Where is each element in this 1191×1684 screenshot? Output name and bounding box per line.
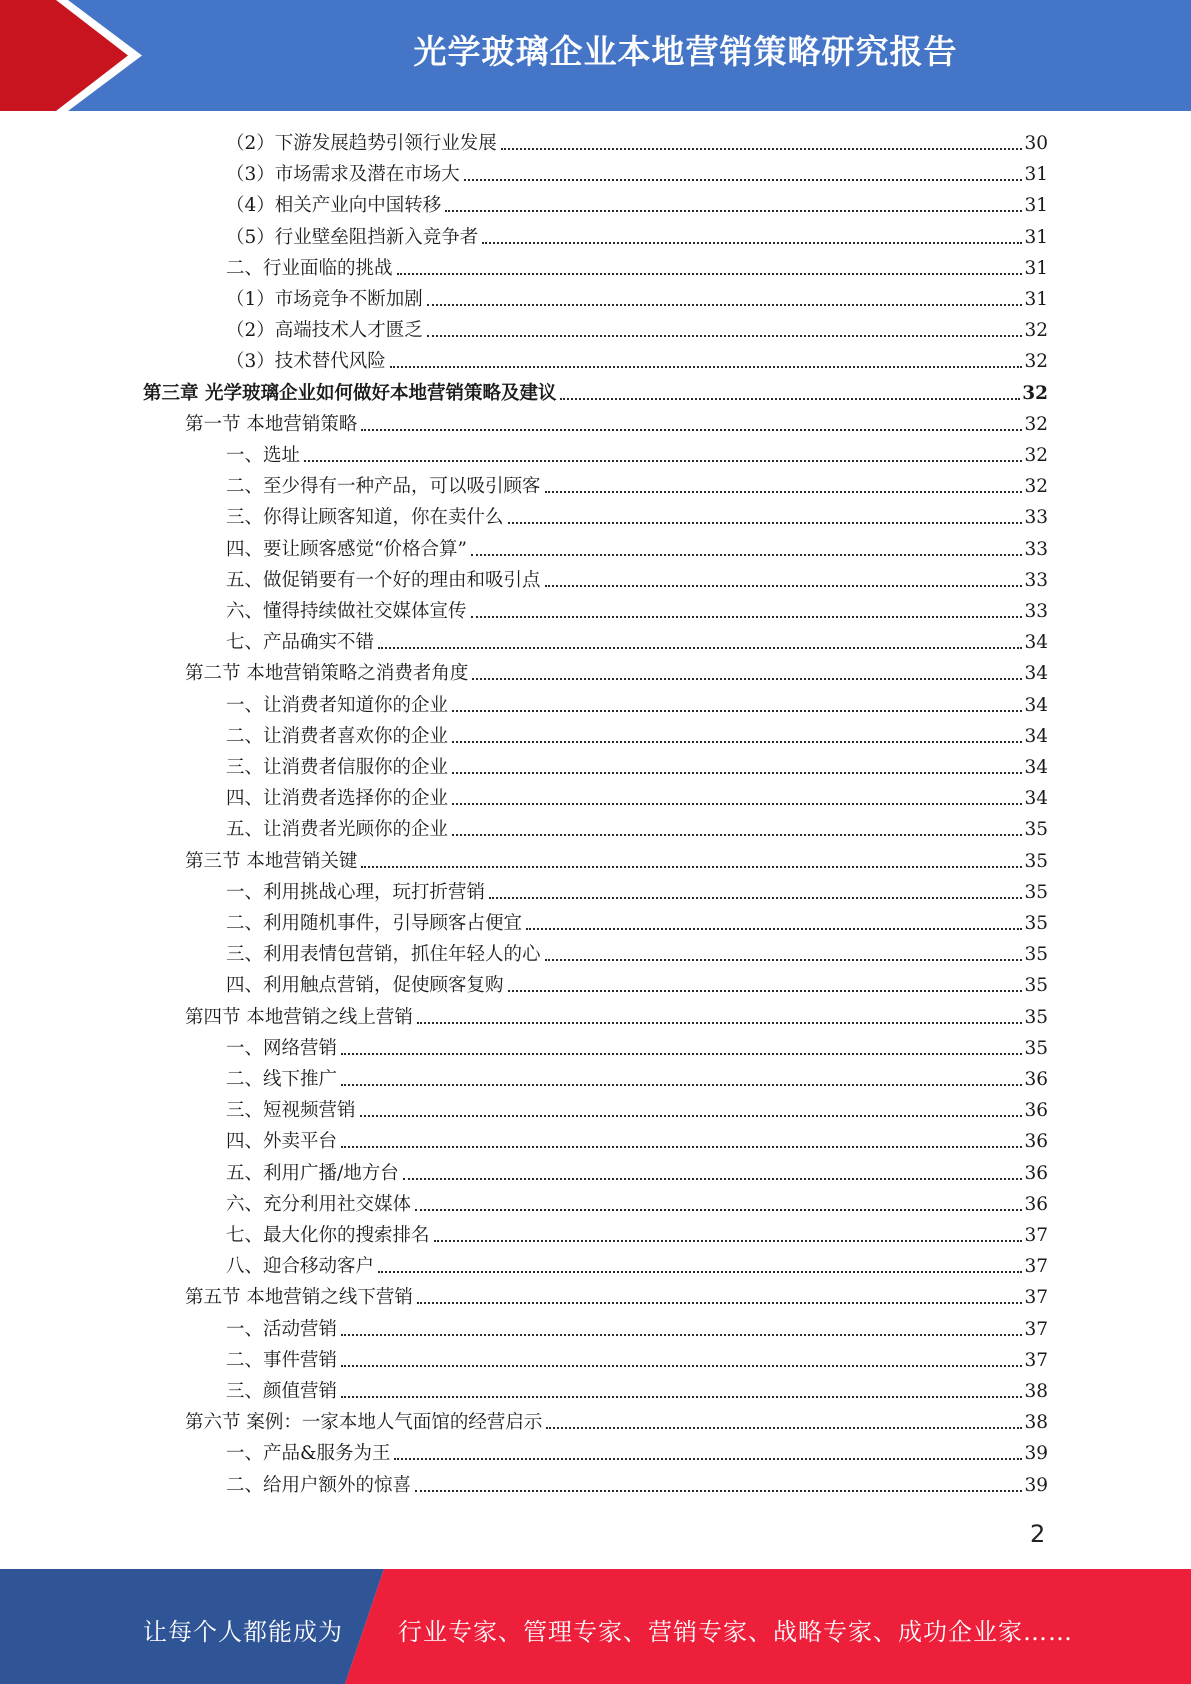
- toc-dot-leader: [501, 147, 1023, 150]
- toc-entry-page: 34: [1024, 788, 1048, 810]
- toc-dot-leader: [464, 178, 1023, 181]
- toc-entry[interactable]: [226, 471, 1048, 502]
- toc-chapter-entry[interactable]: [143, 378, 1048, 409]
- toc-entry-title: 第二节 本地营销策略之消费者角度: [185, 663, 469, 685]
- toc-section-entry[interactable]: [185, 1002, 1048, 1033]
- toc-dot-leader: [482, 241, 1022, 244]
- toc-entry-page: 32: [1022, 382, 1048, 404]
- toc-entry-title: 六、懂得持续做社交媒体宣传: [226, 601, 467, 622]
- toc-entry[interactable]: [226, 970, 1048, 1001]
- toc-dot-leader: [415, 1208, 1022, 1211]
- toc-entry-title: 三、让消费者信服你的企业: [226, 757, 449, 778]
- toc-entry[interactable]: [226, 159, 1048, 190]
- toc-dot-leader: [341, 1395, 1022, 1398]
- toc-dot-leader: [472, 677, 1022, 680]
- toc-dot-leader: [452, 709, 1022, 712]
- toc-entry-title: 二、利用随机事件，引导顾客占便宜: [226, 913, 523, 934]
- toc-dot-leader: [394, 1457, 1022, 1460]
- toc-dot-leader: [341, 1333, 1022, 1336]
- toc-entry[interactable]: [226, 1095, 1048, 1126]
- toc-dot-leader: [415, 1489, 1022, 1492]
- toc-entry-page: 31: [1024, 164, 1048, 186]
- toc-entry-page: 33: [1024, 507, 1048, 529]
- toc-dot-leader: [452, 771, 1022, 774]
- toc-entry-page: 33: [1024, 601, 1048, 622]
- toc-dot-leader: [341, 1052, 1022, 1055]
- toc-entry-title: 一、利用挑战心理，玩打折营销: [226, 881, 486, 903]
- toc-entry-title: 三、短视频营销: [226, 1100, 356, 1122]
- toc-entry[interactable]: [226, 1189, 1048, 1220]
- toc-entry-title: 七、产品确实不错: [226, 632, 375, 654]
- toc-entry[interactable]: [226, 565, 1048, 596]
- toc-dot-leader: [545, 584, 1023, 587]
- toc-entry[interactable]: [226, 1033, 1048, 1064]
- toc-entry-title: （2）下游发展趋势引领行业发展: [226, 133, 497, 154]
- toc-entry-page: 32: [1024, 445, 1048, 466]
- toc-entry[interactable]: [226, 627, 1048, 658]
- toc-dot-leader: [427, 303, 1023, 306]
- toc-entry-page: 36: [1024, 1162, 1048, 1184]
- toc-entry[interactable]: [226, 690, 1048, 721]
- toc-entry-title: 四、利用触点营销，促使顾客复购: [226, 975, 504, 997]
- toc-entry[interactable]: [226, 284, 1048, 315]
- toc-entry-page: 34: [1024, 663, 1048, 685]
- toc-entry[interactable]: [226, 346, 1048, 377]
- toc-entry[interactable]: [226, 908, 1048, 939]
- toc-entry[interactable]: [226, 1438, 1048, 1469]
- toc-entry-page: 32: [1024, 351, 1048, 373]
- toc-entry[interactable]: [226, 1064, 1048, 1095]
- toc-entry-page: 33: [1024, 538, 1048, 560]
- toc-entry-title: 八、迎合移动客户: [226, 1256, 375, 1278]
- toc-dot-leader: [417, 1301, 1023, 1304]
- toc-entry-title: 二、让消费者喜欢你的企业: [226, 725, 449, 747]
- toc-entry-page: 35: [1024, 975, 1048, 997]
- toc-dot-leader: [452, 740, 1022, 743]
- toc-dot-leader: [545, 958, 1023, 961]
- toc-entry[interactable]: [226, 596, 1048, 627]
- toc-entry-title: （2）高端技术人才匮乏: [226, 320, 423, 342]
- page-footer: [0, 1569, 1191, 1684]
- toc-entry-page: 35: [1024, 1037, 1048, 1059]
- toc-entry[interactable]: [226, 1158, 1048, 1189]
- toc-dot-leader: [403, 1177, 1023, 1180]
- toc-entry-title: 三、颜值营销: [226, 1381, 338, 1402]
- toc-entry-page: 36: [1024, 1193, 1048, 1215]
- toc-dot-leader: [452, 802, 1022, 805]
- toc-entry[interactable]: [226, 877, 1048, 908]
- toc-entry-page: 38: [1024, 1381, 1048, 1402]
- footer-slogan-left: 让每个人都能成为: [143, 1618, 343, 1646]
- toc-entry-page: 34: [1024, 725, 1048, 747]
- toc-entry[interactable]: [226, 814, 1048, 845]
- toc-entry-page: 37: [1024, 1318, 1048, 1340]
- toc-dot-leader: [304, 459, 1022, 462]
- toc-entry-page: 35: [1024, 881, 1048, 903]
- toc-dot-leader: [434, 1239, 1023, 1242]
- toc-dot-leader: [489, 896, 1022, 899]
- toc-entry-title: 第五节 本地营销之线下营销: [185, 1287, 413, 1309]
- toc-entry[interactable]: [226, 128, 1048, 159]
- toc-entry[interactable]: [226, 1220, 1048, 1251]
- toc-entry[interactable]: [226, 1126, 1048, 1157]
- toc-entry-title: （4）相关产业向中国转移: [226, 195, 442, 217]
- toc-section-entry[interactable]: [185, 846, 1048, 877]
- toc-entry-title: （5）行业壁垒阻挡新入竞争者: [226, 226, 479, 248]
- toc-entry-title: 五、利用广播/地方台: [226, 1162, 399, 1184]
- toc-dot-leader: [417, 1021, 1023, 1024]
- toc-entry-title: 第六节 案例：一家本地人气面馆的经营启示: [185, 1412, 543, 1434]
- toc-entry-title: （3）技术替代风险: [226, 351, 386, 373]
- toc-entry-page: 32: [1024, 413, 1048, 435]
- toc-entry[interactable]: [226, 783, 1048, 814]
- toc-section-entry[interactable]: [185, 1282, 1048, 1313]
- toc-entry-title: 二、给用户额外的惊喜: [226, 1474, 412, 1496]
- toc-entry[interactable]: [226, 939, 1048, 970]
- toc-entry-title: 七、最大化你的搜索排名: [226, 1225, 430, 1246]
- toc-entry-page: 37: [1024, 1256, 1048, 1278]
- toc-dot-leader: [341, 1364, 1022, 1367]
- toc-section-entry[interactable]: [185, 658, 1048, 689]
- toc-dot-leader: [390, 365, 1023, 368]
- toc-dot-leader: [545, 490, 1023, 493]
- toc-dot-leader: [341, 1145, 1022, 1148]
- toc-entry-title: 二、事件营销: [226, 1349, 338, 1371]
- toc-entry-title: 第一节 本地营销策略: [185, 413, 358, 435]
- toc-entry-page: 31: [1024, 257, 1048, 279]
- toc-entry-title: 一、活动营销: [226, 1318, 338, 1340]
- toc-dot-leader: [471, 553, 1023, 556]
- footer-slogan-right: 行业专家、管理专家、营销专家、战略专家、成功企业家……: [398, 1618, 1073, 1646]
- toc-entry-page: 34: [1024, 694, 1048, 716]
- toc-entry-page: 35: [1024, 850, 1048, 872]
- toc-entry-page: 30: [1024, 133, 1048, 154]
- toc-dot-leader: [397, 272, 1023, 275]
- toc-entry[interactable]: [226, 721, 1048, 752]
- toc-entry[interactable]: [226, 752, 1048, 783]
- toc-entry-title: 二、至少得有一种产品，可以吸引顾客: [226, 476, 541, 498]
- toc-entry[interactable]: [226, 1470, 1048, 1501]
- toc-entry-page: 36: [1024, 1069, 1048, 1090]
- toc-entry-title: 一、产品&服务为王: [226, 1443, 391, 1465]
- toc-entry-page: 39: [1024, 1474, 1048, 1496]
- toc-entry-page: 37: [1024, 1225, 1048, 1246]
- toc-entry-title: 四、外卖平台: [226, 1131, 338, 1153]
- toc-entry-title: 二、行业面临的挑战: [226, 257, 393, 279]
- toc-entry-page: 34: [1024, 757, 1048, 778]
- toc-entry-title: 四、要让顾客感觉“价格合算”: [226, 538, 467, 560]
- toc-dot-leader: [378, 1270, 1022, 1273]
- toc-entry-title: 第四节 本地营销之线上营销: [185, 1006, 413, 1028]
- toc-entry-page: 35: [1024, 1006, 1048, 1028]
- toc-entry-title: 三、你得让顾客知道，你在卖什么: [226, 507, 504, 529]
- toc-entry-title: 五、让消费者光顾你的企业: [226, 819, 449, 841]
- toc-entry-title: 一、网络营销: [226, 1037, 338, 1059]
- toc-entry[interactable]: [226, 253, 1048, 284]
- toc-entry-title: 二、线下推广: [226, 1069, 338, 1090]
- toc-dot-leader: [427, 334, 1023, 337]
- toc-dot-leader: [445, 209, 1022, 212]
- toc-entry-page: 35: [1024, 944, 1048, 966]
- toc-entry[interactable]: [226, 502, 1048, 533]
- toc-dot-leader: [360, 1114, 1023, 1117]
- toc-entry-page: 31: [1024, 226, 1048, 248]
- header-arrow-decoration: [0, 0, 160, 111]
- toc-entry[interactable]: [226, 190, 1048, 221]
- toc-entry-page: 33: [1024, 569, 1048, 591]
- toc-dot-leader: [341, 1083, 1022, 1086]
- toc-entry-page: 31: [1024, 195, 1048, 217]
- toc-section-entry[interactable]: [185, 1407, 1048, 1438]
- toc-entry[interactable]: [226, 1314, 1048, 1345]
- toc-dot-leader: [361, 428, 1022, 431]
- toc-entry-title: （3）市场需求及潜在市场大: [226, 164, 460, 186]
- toc-entry[interactable]: [226, 534, 1048, 565]
- toc-dot-leader: [508, 521, 1023, 524]
- toc-entry[interactable]: [226, 1376, 1048, 1407]
- toc-entry-page: 35: [1024, 819, 1048, 841]
- toc-entry-page: 39: [1024, 1443, 1048, 1465]
- toc-entry-page: 36: [1024, 1131, 1048, 1153]
- toc-entry-page: 34: [1024, 632, 1048, 654]
- toc-entry-page: 32: [1024, 320, 1048, 342]
- toc-entry-page: 37: [1024, 1349, 1048, 1371]
- toc-entry-title: 一、让消费者知道你的企业: [226, 694, 449, 716]
- toc-entry-title: （1）市场竞争不断加剧: [226, 289, 423, 310]
- toc-entry-title: 第三节 本地营销关键: [185, 850, 358, 872]
- toc-entry[interactable]: [226, 1251, 1048, 1282]
- toc-entry[interactable]: [226, 222, 1048, 253]
- page-header: [0, 0, 1191, 111]
- toc-entry-page: 36: [1024, 1100, 1048, 1122]
- toc-entry[interactable]: [226, 1345, 1048, 1376]
- toc-entry-page: 31: [1024, 289, 1048, 310]
- toc-dot-leader: [361, 865, 1022, 868]
- toc-entry-title: 六、充分利用社交媒体: [226, 1193, 412, 1215]
- toc-entry-page: 32: [1024, 476, 1048, 498]
- toc-entry-title: 四、让消费者选择你的企业: [226, 788, 449, 810]
- toc-dot-leader: [471, 615, 1023, 618]
- toc-entry-page: 37: [1024, 1287, 1048, 1309]
- toc-entry-title: 五、做促销要有一个好的理由和吸引点: [226, 569, 541, 591]
- toc-entry-title: 三、利用表情包营销，抓住年轻人的心: [226, 944, 541, 966]
- report-title: 光学玻璃企业本地营销策略研究报告: [413, 32, 958, 71]
- toc-entry[interactable]: [226, 440, 1048, 471]
- toc-dot-leader: [526, 927, 1022, 930]
- toc-section-entry[interactable]: [185, 409, 1048, 440]
- toc-dot-leader: [378, 646, 1022, 649]
- page-number: 2: [1030, 1520, 1046, 1548]
- toc-entry-title: 第三章 光学玻璃企业如何做好本地营销策略及建议: [143, 382, 557, 404]
- toc-entry-page: 38: [1024, 1412, 1048, 1434]
- toc-dot-leader: [560, 397, 1020, 400]
- toc-entry[interactable]: [226, 315, 1048, 346]
- toc-dot-leader: [508, 989, 1023, 992]
- toc-entry-page: 35: [1024, 913, 1048, 934]
- toc-dot-leader: [546, 1426, 1022, 1429]
- toc-dot-leader: [452, 833, 1022, 836]
- toc-entry-title: 一、选址: [226, 445, 301, 466]
